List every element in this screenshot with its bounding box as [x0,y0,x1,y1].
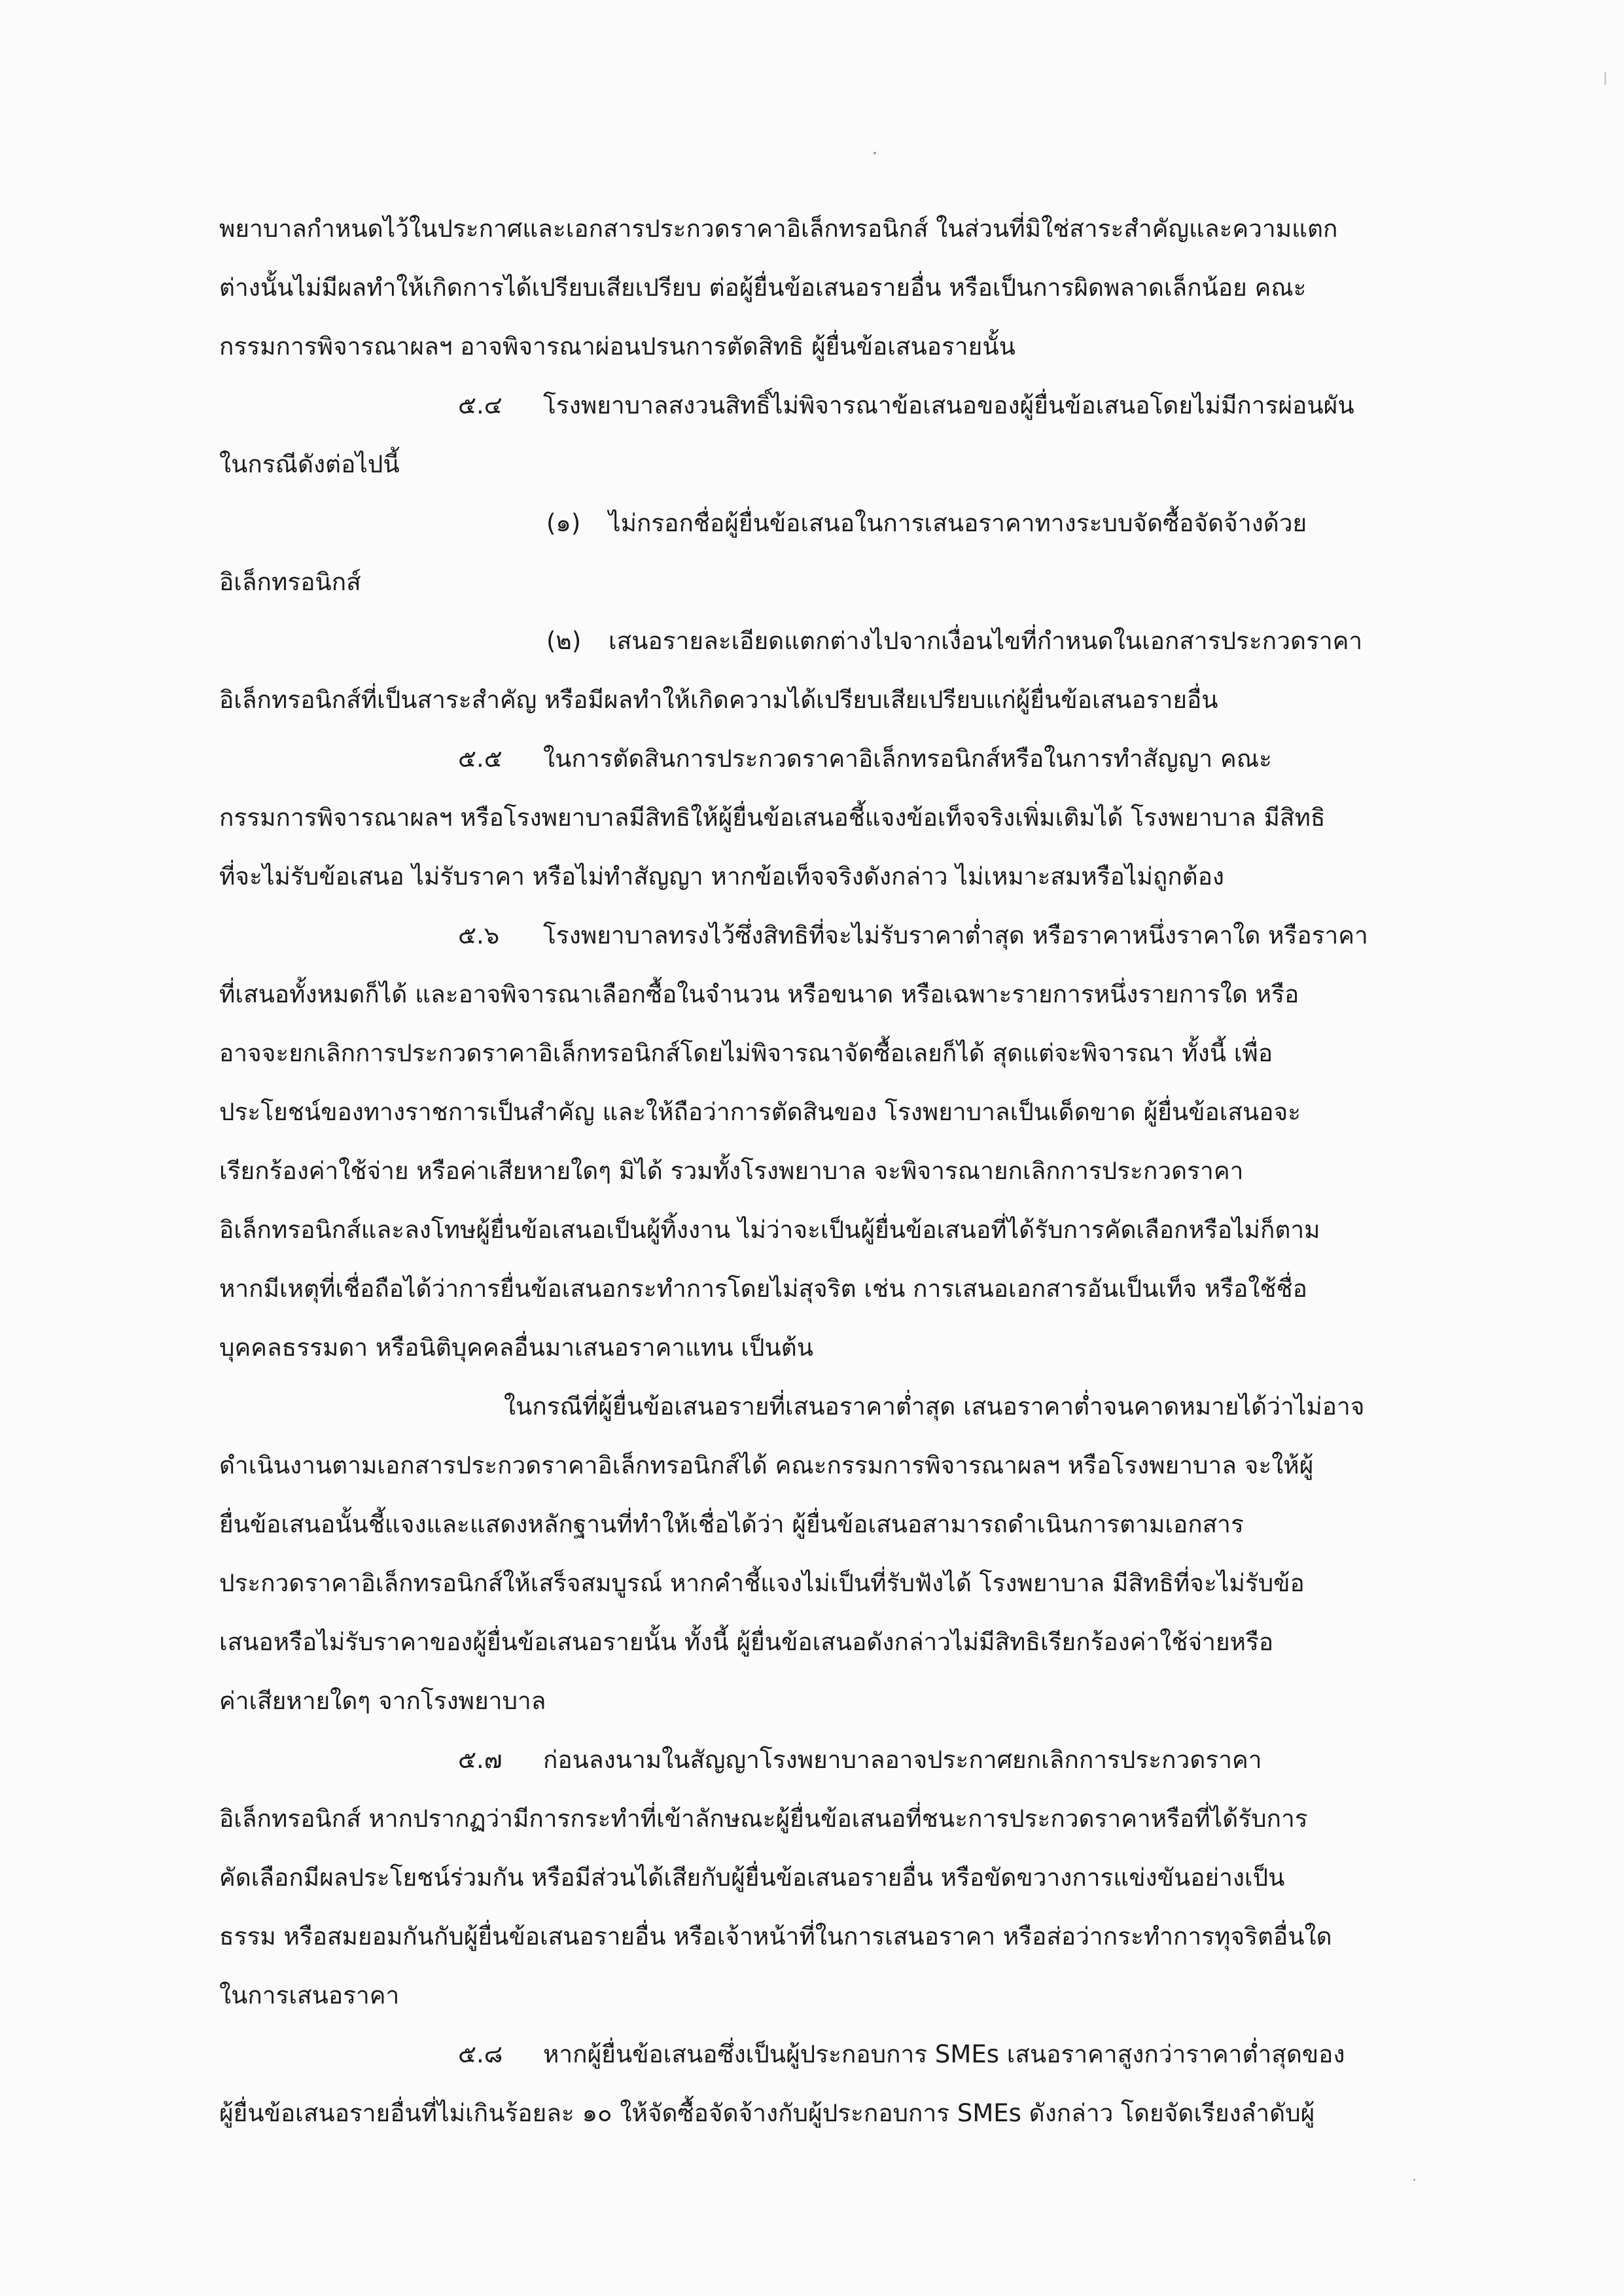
paragraph-line: กรรมการพิจารณาผลฯ หรือโรงพยาบาลมีสิทธิให้ผู้ยื่นข้อเสนอชี้แจงข้อเท็จจริงเพิ่มเติมได้ โรงพยาบาล มีสิทธิ [219,804,1326,832]
paragraph-line: ต่างนั้นไม่มีผลทำให้เกิดการได้เปรียบเสียเปรียบ ต่อผู้ยื่นข้อเสนอรายอื่น หรือเป็นการผิดพลาดเล็กน้อย คณะ [219,274,1307,302]
paragraph-line: ในการเสนอราคา [219,1981,400,2009]
paragraph-line: ในกรณีที่ผู้ยื่นข้อเสนอรายที่เสนอราคาต่ำสุด เสนอราคาต่ำจนคาดหมายได้ว่าไม่อาจ [504,1392,1365,1421]
paragraph-line: อิเล็กทรอนิกส์ หากปรากฏว่ามีการกระทำที่เข้าลักษณะผู้ยื่นข้อเสนอที่ชนะการประกวดราคาหรือที่ได้รับการ [219,1805,1308,1833]
clause-number: ๕.๘ [458,2040,503,2068]
clause-number: ๕.๕ [458,745,503,773]
paragraph-line: อาจจะยกเลิกการประกวดราคาอิเล็กทรอนิกส์โดยไม่พิจารณาจัดซื้อเลยก็ได้ สุดแต่จะพิจารณา ทั้งนี้ เพื่อ [219,1039,1273,1067]
paragraph-line: ในกรณีดังต่อไปนี้ [219,450,400,478]
paragraph-line: อิเล็กทรอนิกส์ที่เป็นสาระสำคัญ หรือมีผลทำให้เกิดความได้เปรียบเสียเปรียบแก่ผู้ยื่นข้อเสนอรายอื่น [219,686,1218,714]
clause-number: (๒) [546,627,582,655]
paragraph-line: หากมีเหตุที่เชื่อถือได้ว่าการยื่นข้อเสนอกระทำการโดยไม่สุจริต เช่น การเสนอเอกสารอันเป็นเท็จ หรือใช้ชื่อ [219,1275,1307,1303]
scan-speck [874,152,876,154]
paragraph-line: ที่จะไม่รับข้อเสนอ ไม่รับราคา หรือไม่ทำสัญญา หากข้อเท็จจริงดังกล่าว ไม่เหมาะสมหรือไม่ถูกต้อง [219,862,1224,891]
paragraph-line: ธรรม หรือสมยอมกันกับผู้ยื่นข้อเสนอรายอื่น หรือเจ้าหน้าที่ในการเสนอราคา หรือส่อว่ากระทำการทุจริตอื่นใด [219,1922,1332,1951]
paragraph-line: กรรมการพิจารณาผลฯ อาจพิจารณาผ่อนปรนการตัดสิทธิ ผู้ยื่นข้อเสนอรายนั้น [219,332,1015,361]
clause-5-6: ๕.๖ โรงพยาบาลทรงไว้ซึ่งสิทธิที่จะไม่รับราคาต่ำสุด หรือราคาหนึ่งราคาใด หรือราคา [458,916,1368,955]
clause-5-4-1: (๑) ไม่กรอกชื่อผู้ยื่นข้อเสนอในการเสนอราคาทางระบบจัดซื้อจัดจ้างด้วย [546,504,1307,543]
clause-5-5: ๕.๕ ในการตัดสินการประกวดราคาอิเล็กทรอนิกส์หรือในการทำสัญญา คณะ [458,739,1272,779]
paragraph-line: อิเล็กทรอนิกส์และลงโทษผู้ยื่นข้อเสนอเป็นผู้ทิ้งงาน ไม่ว่าจะเป็นผู้ยื่นข้อเสนอที่ได้รับการคัดเลือกหรือไม่ก็ตาม [219,1216,1320,1244]
paragraph-line: เรียกร้องค่าใช้จ่าย หรือค่าเสียหายใดๆ มิได้ รวมทั้งโรงพยาบาล จะพิจารณายกเลิกการประกวดราคา [219,1157,1244,1185]
paragraph-line: คัดเลือกมีผลประโยชน์ร่วมกัน หรือมีส่วนได้เสียกับผู้ยื่นข้อเสนอรายอื่น หรือขัดขวางการแข่งขันอย่างเป็น [219,1863,1285,1892]
paragraph-line: เสนอหรือไม่รับราคาของผู้ยื่นข้อเสนอรายนั้น ทั้งนี้ ผู้ยื่นข้อเสนอดังกล่าวไม่มีสิทธิเรียกร้องค่าใช้จ่ายหรือ [219,1628,1274,1656]
paragraph-line: ประกวดราคาอิเล็กทรอนิกส์ให้เสร็จสมบูรณ์ หากคำชี้แจงไม่เป็นที่รับฟังได้ โรงพยาบาล มีสิทธิที่จะไม่รับข้อ [219,1569,1305,1597]
scan-edge-mark [1604,72,1606,85]
paragraph-line: ผู้ยื่นข้อเสนอรายอื่นที่ไม่เกินร้อยละ ๑๐ ให้จัดซื้อจัดจ้างกับผู้ประกอบการ SMEs ดังกล่าว โดยจัดเรียงลำดับผู้ [219,2099,1315,2127]
paragraph-line: บุคคลธรรมดา หรือนิติบุคคลอื่นมาเสนอราคาแทน เป็นต้น [219,1333,814,1362]
paragraph-line: ค่าเสียหายใดๆ จากโรงพยาบาล [219,1687,546,1715]
paragraph-line: พยาบาลกำหนดไว้ในประกาศและเอกสารประกวดราคาอิเล็กทรอนิกส์ ในส่วนที่มิใช่สาระสำคัญและความแตก [219,215,1338,243]
paragraph-line: ที่เสนอทั้งหมดก็ได้ และอาจพิจารณาเลือกซื้อในจำนวน หรือขนาด หรือเฉพาะรายการหนึ่งรายการใด หรือ [219,980,1299,1008]
paragraph-line: ดำเนินงานตามเอกสารประกวดราคาอิเล็กทรอนิกส์ได้ คณะกรรมการพิจารณาผลฯ หรือโรงพยาบาล จะให้ผู้ [219,1451,1314,1479]
clause-5-8: ๕.๘ หากผู้ยื่นข้อเสนอซึ่งเป็นผู้ประกอบการ SMEs เสนอราคาสูงกว่าราคาต่ำสุดของ [458,2035,1345,2074]
clause-5-4-2: (๒) เสนอรายละเอียดแตกต่างไปจากเงื่อนไขที่กำหนดในเอกสารประกวดราคา [546,622,1362,661]
clause-number: (๑) [546,509,581,537]
scan-speck [1413,2179,1415,2181]
paragraph-line: อิเล็กทรอนิกส์ [219,568,361,596]
paragraph-line: ประโยชน์ของทางราชการเป็นสำคัญ และให้ถือว่าการตัดสินของ โรงพยาบาลเป็นเด็ดขาด ผู้ยื่นข้อเสนอจะ [219,1098,1301,1126]
paragraph-line: ยื่นข้อเสนอนั้นชี้แจงและแสดงหลักฐานที่ทำให้เชื่อได้ว่า ผู้ยื่นข้อเสนอสามารถดำเนินการตามเอกสาร [219,1510,1244,1538]
clause-number: ๕.๔ [458,391,503,419]
clause-number: ๕.๖ [458,921,500,949]
clause-5-7: ๕.๗ ก่อนลงนามในสัญญาโรงพยาบาลอาจประกาศยกเลิกการประกวดราคา [458,1740,1262,1780]
clause-number: ๕.๗ [458,1746,503,1774]
clause-5-4: ๕.๔ โรงพยาบาลสงวนสิทธิ์ไม่พิจารณาข้อเสนอของผู้ยื่นข้อเสนอโดยไม่มีการผ่อนผัน [458,386,1354,425]
